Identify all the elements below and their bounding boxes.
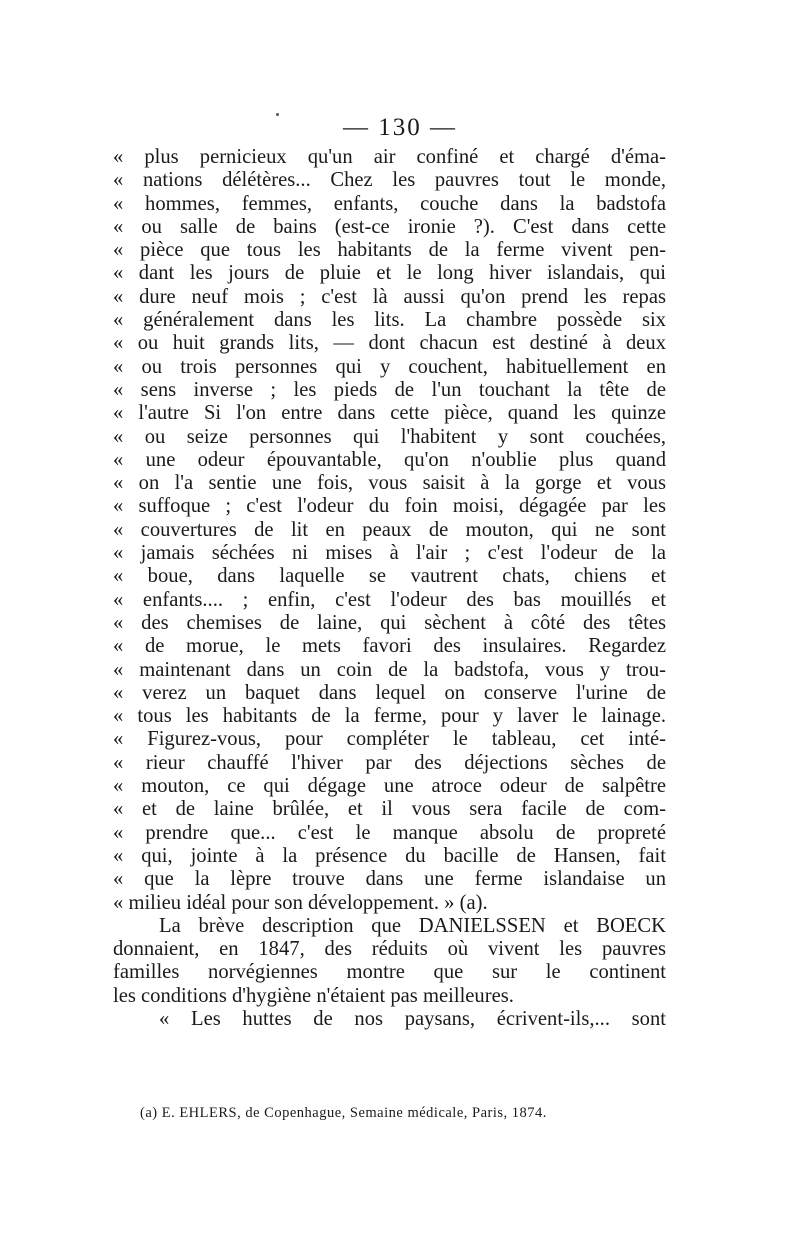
text-line: « que la lèpre trouve dans une ferme islandaise un xyxy=(113,868,666,891)
text-line: « de morue, le mets favori des insulaires. Regardez xyxy=(113,635,666,658)
text-line: « boue, dans laquelle se vautrent chats, chiens et xyxy=(113,565,666,588)
text-line: « une odeur épouvantable, qu'on n'oublie plus quand xyxy=(113,448,666,471)
text-line: « ou seize personnes qui l'habitent y sont couchées, xyxy=(113,425,666,448)
text-line: « l'autre Si l'on entre dans cette pièce, quand les quinze xyxy=(113,402,666,425)
text-line: « couvertures de lit en peaux de mouton, qui ne sont xyxy=(113,518,666,541)
text-line: « ou huit grands lits, — dont chacun est destiné à deux xyxy=(113,332,666,355)
text-line: « maintenant dans un coin de la badstofa, vous y trou- xyxy=(113,658,666,681)
paragraph-first-line: La brève description que DANIELSSEN et BOECK xyxy=(159,914,666,937)
text-line: familles norvégiennes montre que sur le continent xyxy=(113,961,666,984)
text-line: « ou trois personnes qui y couchent, habituellement en xyxy=(113,355,666,378)
text-line: « généralement dans les lits. La chambre possède six xyxy=(113,309,666,332)
text-line: « suffoque ; c'est l'odeur du foin moisi, dégagée par les xyxy=(113,495,666,518)
text-line: donnaient, en 1847, des réduits où vivent les pauvres xyxy=(113,938,666,961)
text-line: « jamais séchées ni mises à l'air ; c'est l'odeur de la xyxy=(113,542,666,565)
text-line: « pièce que tous les habitants de la ferme vivent pen- xyxy=(113,239,666,262)
text-line: « ou salle de bains (est-ce ironie ?). C'est dans cette xyxy=(113,215,666,238)
footnote: (a) E. EHLERS, de Copenhague, Semaine médicale, Paris, 1874. xyxy=(140,1105,547,1121)
text-line: « verez un baquet dans lequel on conserve l'urine de xyxy=(113,681,666,704)
text-line: « hommes, femmes, enfants, couche dans la badstofa xyxy=(113,192,666,215)
text-line: « mouton, ce qui dégage une atroce odeur de salpêtre xyxy=(113,775,666,798)
text-line: « on l'a sentie une fois, vous saisit à la gorge et vous xyxy=(113,472,666,495)
text-line: « qui, jointe à la présence du bacille de Hansen, fait xyxy=(113,844,666,867)
text-line: « milieu idéal pour son développement. » (a). xyxy=(113,891,488,914)
text-line: « enfants.... ; enfin, c'est l'odeur des bas mouillés et xyxy=(113,588,666,611)
text-line: « nations délétères... Chez les pauvres tout le monde, xyxy=(113,169,666,192)
text-line: « dant les jours de pluie et le long hiver islandais, qui xyxy=(113,262,666,285)
text-line: « et de laine brûlée, et il vous sera facile de com- xyxy=(113,798,666,821)
text-line: « dure neuf mois ; c'est là aussi qu'on prend les repas xyxy=(113,285,666,308)
text-line: « prendre que... c'est le manque absolu de propreté xyxy=(113,821,666,844)
text-line: « sens inverse ; les pieds de l'un touchant la tête de xyxy=(113,378,666,401)
page-number: — 130 — xyxy=(343,114,457,141)
text-line: « des chemises de laine, qui sèchent à côté des têtes xyxy=(113,611,666,634)
text-line: « tous les habitants de la ferme, pour y laver le lainage. xyxy=(113,705,666,728)
text-line: « rieur chauffé l'hiver par des déjections sèches de xyxy=(113,751,666,774)
text-line: les conditions d'hygiène n'étaient pas meilleures. xyxy=(113,984,514,1007)
text-line: « Figurez-vous, pour compléter le tableau, cet inté- xyxy=(113,728,666,751)
body-text xyxy=(113,146,666,1031)
text-line: « plus pernicieux qu'un air confiné et chargé d'éma- xyxy=(113,146,666,168)
paragraph-first-line: « Les huttes de nos paysans, écrivent-ils,... sont xyxy=(159,1007,666,1030)
